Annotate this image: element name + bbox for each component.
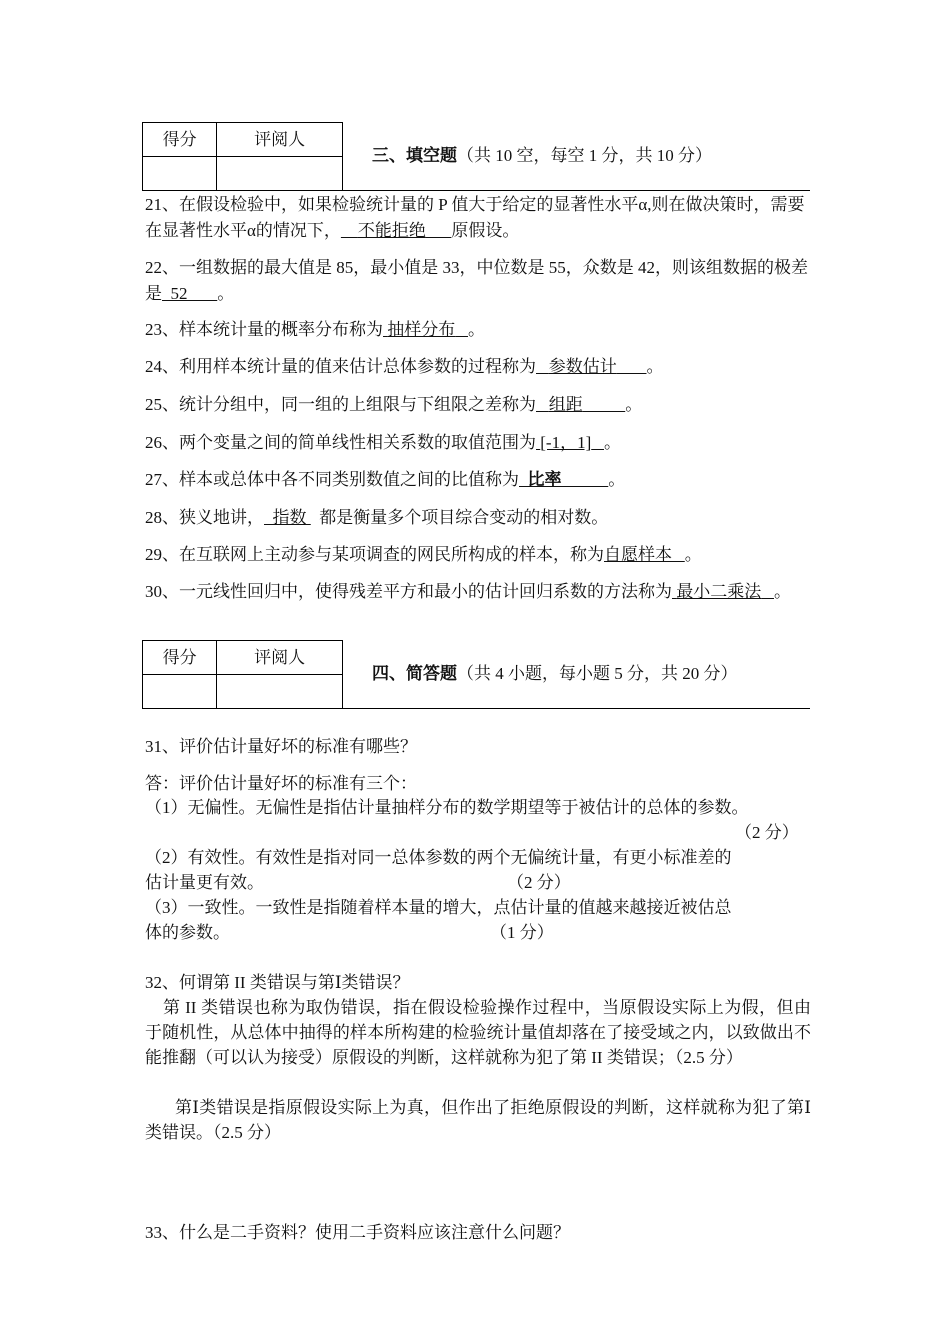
- section3-divider: [142, 190, 810, 191]
- question-22: [145, 255, 811, 307]
- question-23-answer: 抽样分布: [387, 320, 456, 339]
- question-31-answer-intro: 答：评价估计量好坏的标准有三个：: [145, 774, 417, 793]
- question-27-text: 27、样本或总体中各不同类别数值之间的比值称为: [145, 470, 519, 489]
- question-22-tail: 。: [217, 284, 235, 303]
- question-27-tail: 。: [608, 470, 626, 489]
- question-31-point-3b: 体的参数。: [145, 923, 230, 942]
- question-28: [145, 505, 811, 531]
- question-27-answer: 比率: [527, 470, 562, 489]
- question-30-text: 30、一元线性回归中，使得残差平方和最小的估计回归系数的方法称为: [145, 582, 672, 601]
- question-33-prompt: 33、什么是二手资料？使用二手资料应该注意什么问题？: [145, 1223, 570, 1242]
- question-28-answer: 指数: [272, 508, 307, 527]
- reviewer-header: 评阅人: [217, 123, 343, 157]
- question-24-text: 24、利用样本统计量的值来估计总体参数的过程称为: [145, 357, 536, 376]
- question-31-point-3a: （3）一致性。一致性是指随着样本量的增大，点估计量的值越来越接近被估总: [145, 898, 732, 917]
- question-23: [145, 317, 811, 343]
- question-25: [145, 392, 811, 418]
- question-21: [145, 192, 811, 244]
- reviewer-cell: [217, 675, 343, 709]
- section4-heading: [372, 661, 738, 687]
- section3-note: （共 10 空，每空 1 分，共 10 分）: [457, 146, 712, 165]
- question-21-text: 21、在假设检验中，如果检验统计量的 P 值大于给定的显著性水平α,则在做决策时，需要在显著性水平α的情况下，: [145, 195, 805, 240]
- score-header: 得分: [143, 123, 217, 157]
- question-26-tail: 。: [603, 433, 621, 452]
- reviewer-cell: [217, 157, 343, 191]
- question-30-answer: 最小二乘法: [676, 582, 762, 601]
- question-22-answer: 52: [170, 284, 188, 303]
- question-27: [145, 467, 811, 493]
- question-24-answer: 参数估计: [548, 357, 617, 376]
- question-31-point-1-score: （2 分）: [735, 823, 799, 842]
- question-31-point-1: （1）无偏性。无偏性是指估计量抽样分布的数学期望等于被估计的总体的参数。: [145, 798, 749, 817]
- question-25-answer: 组距: [548, 395, 583, 414]
- score-table-section4: [142, 640, 343, 709]
- question-26-answer: [-1，1]: [540, 433, 592, 452]
- score-header: 得分: [143, 641, 217, 675]
- question-28-tail: 都是衡量多个项目综合变动的相对数。: [319, 508, 609, 527]
- section4-divider: [142, 708, 810, 709]
- question-24: [145, 354, 811, 380]
- score-cell: [143, 675, 217, 709]
- question-21-answer: 不能拒绝: [357, 221, 426, 240]
- question-30: [145, 579, 811, 605]
- section3-heading: [372, 143, 712, 169]
- question-32-answer-1: 第 II 类错误也称为取伪错误，指在假设检验操作过程中，当原假设实际上为假，但由于随机性，从总体中抽得的样本所构建的检验统计量值却落在了接受域之内，以致做出不能推翻（可以认为接受）原假设的判断，这样就称为犯了第 II 类错误；（2.5 分）: [145, 998, 811, 1067]
- question-21-tail: 原假设。: [451, 221, 520, 240]
- reviewer-header: 评阅人: [217, 641, 343, 675]
- question-31-point-2b: 估计量更有效。: [145, 873, 264, 892]
- question-25-text: 25、统计分组中，同一组的上组限与下组限之差称为: [145, 395, 536, 414]
- question-31-point-2a: （2）有效性。有效性是指对同一总体参数的两个无偏统计量，有更小标准差的: [145, 848, 732, 867]
- question-23-tail: 。: [468, 320, 485, 339]
- question-31-prompt: 31、评价估计量好坏的标准有哪些？: [145, 737, 417, 756]
- question-26-text: 26、两个变量之间的简单线性相关系数的取值范围为: [145, 433, 536, 452]
- question-29-answer: 自愿样本: [604, 545, 672, 564]
- question-30-tail: 。: [774, 582, 791, 601]
- section3-title: 三、填空题: [372, 146, 457, 165]
- question-25-tail: 。: [625, 395, 643, 414]
- question-28-text: 28、狭义地讲，: [145, 508, 264, 527]
- section4-title: 四、简答题: [372, 664, 457, 683]
- score-table-section3: [142, 122, 343, 191]
- question-22-text: 22、一组数据的最大值是 85，最小值是 33，中位数是 55，众数是 42，则该组数据的极差是: [145, 258, 808, 303]
- question-24-tail: 。: [646, 357, 664, 376]
- score-cell: [143, 157, 217, 191]
- question-29-text: 29、在互联网上主动参与某项调查的网民所构成的样本，称为: [145, 545, 604, 564]
- question-31-point-2-score: （2 分）: [507, 873, 571, 892]
- question-31-point-3-score: （1 分）: [490, 923, 554, 942]
- question-32-prompt: 32、何谓第 II 类错误与第Ⅰ类错误？: [145, 973, 410, 992]
- question-23-text: 23、样本统计量的概率分布称为: [145, 320, 383, 339]
- section4-note: （共 4 小题，每小题 5 分，共 20 分）: [457, 664, 738, 683]
- question-26: [145, 430, 811, 456]
- question-32-answer-2: 第Ⅰ类错误是指原假设实际上为真，但作出了拒绝原假设的判断，这样就称为犯了第Ⅰ类错误。（2.5 分）: [145, 1098, 811, 1142]
- question-29: [145, 542, 811, 568]
- question-29-tail: 。: [684, 545, 702, 564]
